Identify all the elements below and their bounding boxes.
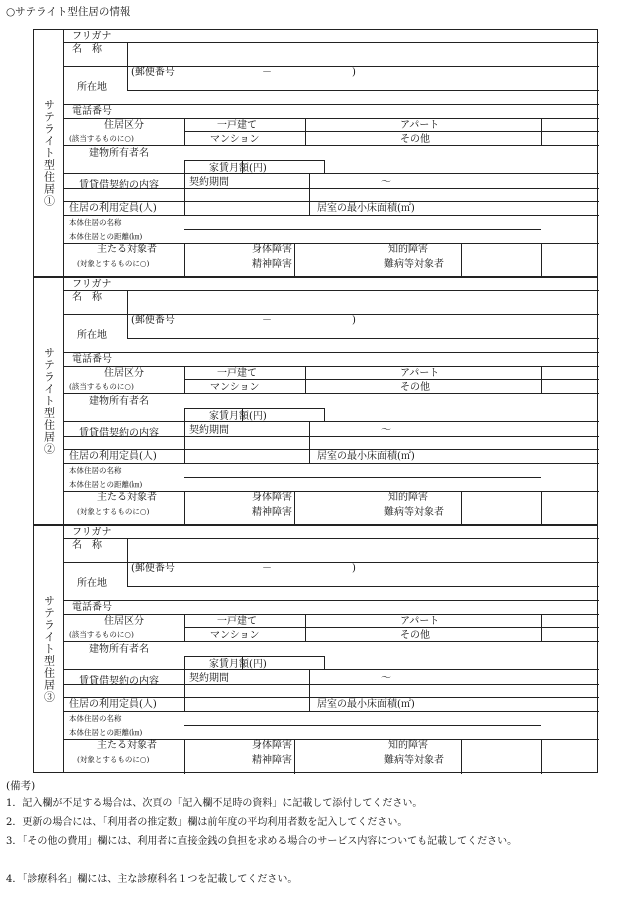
rule-v	[294, 243, 295, 278]
label-furigana: フリガナ	[72, 527, 112, 538]
rule-h	[64, 42, 599, 43]
rule-h	[64, 711, 599, 712]
page-title: ○サテライト型住居の情報	[6, 6, 131, 18]
label-address: 所在地	[77, 330, 107, 341]
label-type: 住居区分	[104, 368, 144, 379]
rule-h	[64, 421, 599, 422]
label-other: その他	[400, 630, 430, 641]
label-intractable: 難病等対象者	[384, 259, 444, 270]
section-label-text: サテライト型住居①	[42, 99, 56, 207]
rule-v	[184, 366, 185, 393]
label-intellectual: 知的障害	[388, 244, 428, 255]
label-intellectual: 知的障害	[388, 492, 428, 503]
label-apartment: アパート	[400, 120, 440, 131]
label-detached: 一戸建て	[217, 120, 257, 131]
label-mansion: マンション	[210, 382, 260, 393]
rule-h	[184, 379, 599, 380]
rule-h	[184, 408, 324, 409]
rule-h	[64, 393, 599, 394]
label-furigana: フリガナ	[72, 31, 112, 42]
rule-h	[127, 90, 599, 91]
rule-h	[64, 215, 599, 216]
label-lease: 賃貸借契約の内容	[79, 676, 159, 687]
rule-v	[184, 656, 185, 669]
rule-v	[184, 421, 185, 463]
rule-v	[309, 421, 310, 463]
rule-v	[541, 118, 542, 145]
label-owner: 建物所有者名	[89, 644, 149, 655]
rule-h	[64, 290, 599, 291]
label-physical: 身体障害	[252, 740, 292, 751]
label-mental: 精神障害	[252, 507, 292, 518]
rule-h	[64, 173, 599, 174]
label-main-name: 本体住居の名称	[69, 218, 122, 227]
rule-h	[64, 118, 599, 119]
note-2: 2．更新の場合には、「利用者の推定数」欄は前年度の平均利用者数を記入してください。	[6, 817, 408, 828]
label-paren: )	[352, 315, 356, 326]
label-dash: －	[262, 315, 272, 326]
rule-h	[184, 656, 324, 657]
label-dash: －	[262, 563, 272, 574]
rule-h	[64, 145, 599, 146]
rule-h	[64, 201, 599, 202]
rule-v	[184, 614, 185, 641]
note-4: 4．「診療科名」欄には、主な診療科名１つを記載してください。	[6, 874, 298, 885]
label-apartment: アパート	[400, 368, 440, 379]
rule-h	[127, 338, 599, 339]
label-detached: 一戸建て	[217, 368, 257, 379]
label-intellectual: 知的障害	[388, 740, 428, 751]
label-detached: 一戸建て	[217, 616, 257, 627]
label-main-name: 本体住居の名称	[69, 466, 122, 475]
label-capacity: 住居の利用定員(人)	[69, 203, 157, 214]
label-physical: 身体障害	[252, 244, 292, 255]
label-postal: (郵便番号	[131, 563, 175, 574]
rule-v	[184, 491, 185, 526]
rule-h	[184, 131, 599, 132]
rule-v	[184, 118, 185, 145]
rule-h	[64, 614, 599, 615]
label-phone: 電話番号	[72, 354, 112, 365]
rule-v	[324, 160, 325, 173]
rule-v	[461, 243, 462, 278]
satellite-section-3	[33, 525, 598, 773]
label-min-area: 居室の最小床面積(㎡)	[317, 203, 415, 214]
label-paren: )	[352, 67, 356, 78]
label-period: 契約期間	[189, 673, 229, 684]
section-side-label	[34, 526, 64, 772]
rule-v	[305, 366, 306, 393]
label-target-note: (対象とするものに○)	[77, 259, 150, 268]
rule-h	[64, 538, 599, 539]
label-name: 名 称	[72, 44, 102, 55]
label-mansion: マンション	[210, 134, 260, 145]
rule-v	[127, 538, 128, 586]
label-capacity: 住居の利用定員(人)	[69, 699, 157, 710]
section-label-text: サテライト型住居③	[42, 595, 56, 703]
rule-h	[184, 160, 324, 161]
label-postal: (郵便番号	[131, 67, 175, 78]
label-target: 主たる対象者	[97, 244, 157, 255]
label-target-note: (対象とするものに○)	[77, 507, 150, 516]
rule-h	[64, 104, 599, 105]
satellite-section-2	[33, 277, 598, 525]
label-rent: 家賃月額(円)	[209, 411, 267, 422]
label-capacity: 住居の利用定員(人)	[69, 451, 157, 462]
label-mansion: マンション	[210, 630, 260, 641]
rule-v	[461, 491, 462, 526]
rule-h	[127, 586, 599, 587]
label-period: 契約期間	[189, 425, 229, 436]
rule-h	[184, 725, 541, 726]
label-apartment: アパート	[400, 616, 440, 627]
label-mental: 精神障害	[252, 259, 292, 270]
label-target: 主たる対象者	[97, 492, 157, 503]
rule-v	[294, 491, 295, 526]
label-rent: 家賃月額(円)	[209, 659, 267, 670]
label-dash: －	[262, 67, 272, 78]
label-owner: 建物所有者名	[89, 396, 149, 407]
rule-v	[127, 42, 128, 90]
rule-h	[64, 697, 599, 698]
rule-v	[309, 669, 310, 711]
rule-v	[305, 614, 306, 641]
label-period: 契約期間	[189, 177, 229, 188]
label-type-note: (該当するものに○)	[69, 134, 134, 143]
label-other: その他	[400, 382, 430, 393]
rule-v	[309, 173, 310, 215]
rule-h	[64, 463, 599, 464]
rule-h	[184, 477, 541, 478]
label-distance: 本体住居との距離(㎞)	[69, 232, 143, 241]
label-tilde: ～	[381, 425, 391, 436]
rule-v	[305, 118, 306, 145]
label-address: 所在地	[77, 82, 107, 93]
rule-v	[541, 614, 542, 641]
label-furigana: フリガナ	[72, 279, 112, 290]
note-3: 3．「その他の費用」欄には、利用者に直接金銭の負担を求める場合のサービス内容についても記載してください。	[6, 836, 518, 847]
section-side-label	[34, 30, 64, 276]
label-type-note: (該当するものに○)	[69, 382, 134, 391]
rule-v	[184, 160, 185, 173]
label-min-area: 居室の最小床面積(㎡)	[317, 699, 415, 710]
label-name: 名 称	[72, 540, 102, 551]
rule-h	[184, 627, 599, 628]
label-owner: 建物所有者名	[89, 148, 149, 159]
label-physical: 身体障害	[252, 492, 292, 503]
rule-h	[64, 641, 599, 642]
section-side-label	[34, 278, 64, 524]
rule-h	[64, 352, 599, 353]
rule-v	[541, 243, 542, 278]
rule-h	[64, 669, 599, 670]
rule-v	[184, 173, 185, 215]
rule-v	[184, 243, 185, 278]
rule-v	[324, 408, 325, 421]
label-intractable: 難病等対象者	[384, 755, 444, 766]
label-tilde: ～	[381, 177, 391, 188]
label-type: 住居区分	[104, 616, 144, 627]
notes-heading: (備考)	[6, 780, 36, 792]
section-label-text: サテライト型住居②	[42, 347, 56, 455]
rule-h	[64, 449, 599, 450]
label-postal: (郵便番号	[131, 315, 175, 326]
label-name: 名 称	[72, 292, 102, 303]
label-tilde: ～	[381, 673, 391, 684]
label-lease: 賃貸借契約の内容	[79, 180, 159, 191]
rule-v	[184, 669, 185, 711]
label-target-note: (対象とするものに○)	[77, 755, 150, 764]
label-main-name: 本体住居の名称	[69, 714, 122, 723]
label-paren: )	[352, 563, 356, 574]
label-min-area: 居室の最小床面積(㎡)	[317, 451, 415, 462]
label-distance: 本体住居との距離(㎞)	[69, 480, 143, 489]
note-1: 1．記入欄が不足する場合は、次頁の「記入欄不足時の資料」に記載して添付してください。	[6, 798, 423, 809]
rule-h	[184, 229, 541, 230]
label-phone: 電話番号	[72, 106, 112, 117]
label-phone: 電話番号	[72, 602, 112, 613]
label-other: その他	[400, 134, 430, 145]
label-distance: 本体住居との距離(㎞)	[69, 728, 143, 737]
rule-v	[184, 739, 185, 774]
label-type: 住居区分	[104, 120, 144, 131]
label-intractable: 難病等対象者	[384, 507, 444, 518]
label-mental: 精神障害	[252, 755, 292, 766]
rule-v	[184, 408, 185, 421]
label-lease: 賃貸借契約の内容	[79, 428, 159, 439]
satellite-section-1	[33, 29, 598, 277]
rule-v	[541, 366, 542, 393]
rule-h	[64, 366, 599, 367]
label-address: 所在地	[77, 578, 107, 589]
rule-v	[541, 491, 542, 526]
rule-v	[541, 739, 542, 774]
label-target: 主たる対象者	[97, 740, 157, 751]
rule-v	[294, 739, 295, 774]
label-type-note: (該当するものに○)	[69, 630, 134, 639]
rule-h	[64, 600, 599, 601]
rule-v	[127, 290, 128, 338]
label-rent: 家賃月額(円)	[209, 163, 267, 174]
rule-v	[324, 656, 325, 669]
rule-v	[461, 739, 462, 774]
